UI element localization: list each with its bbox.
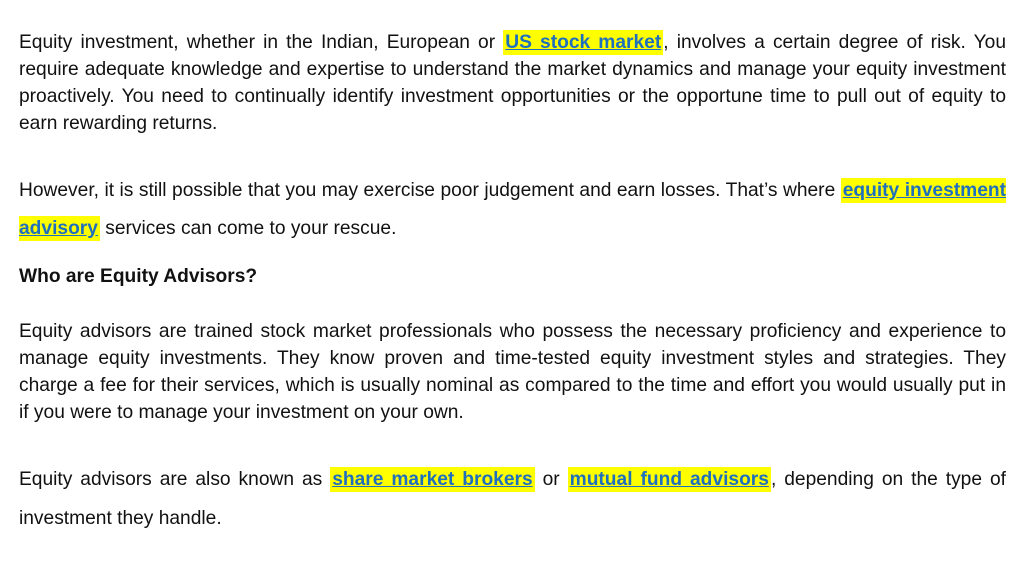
section-heading: Who are Equity Advisors? — [19, 266, 258, 287]
equity-investment-advisory-link[interactable]: equity investment advisory — [19, 180, 1006, 239]
mutual-fund-advisors-link[interactable]: mutual fund advisors — [569, 469, 769, 490]
paragraph-intro-text-end: , involves a certain degree of risk. You require adequate knowledge and expertise to understand the market dynamics and manage your equity investment proactively. You need to continually identify investment opportunities or the opportune time to pull out of equity to earn rewarding returns. — [19, 32, 1007, 134]
share-market-brokers-link[interactable]: share market brokers — [332, 469, 533, 490]
paragraph-advisory-text-end: services can come to your rescue. — [99, 218, 397, 239]
paragraph-advisory — [19, 172, 1006, 248]
paragraph-also-known — [19, 460, 1006, 538]
us-stock-market-link[interactable]: US stock market — [505, 32, 662, 53]
paragraph-also-known-text-start: Equity advisors are also known as — [19, 469, 331, 490]
paragraph-intro — [19, 29, 1006, 137]
paragraph-also-known-text-middle: or — [534, 469, 568, 490]
paragraph-also-known-text-end: , depending on the type of investment they handle. — [19, 469, 1006, 529]
paragraph-advisory-text-start: However, it is still possible that you may exercise poor judgement and earn losses. That’s where — [19, 180, 841, 201]
paragraph-intro-text-start: Equity investment, whether in the Indian, European or — [19, 32, 504, 53]
paragraph-equity-advisors: Equity advisors are trained stock market professionals who possess the necessary proficiency and experience to manage equity investments. They know proven and time-tested equity investment styles and strategies. They charge a fee for their services, which is usually nominal as compared to the time and effort you would usually put in if you were to manage your investment on your own. — [19, 321, 1006, 423]
